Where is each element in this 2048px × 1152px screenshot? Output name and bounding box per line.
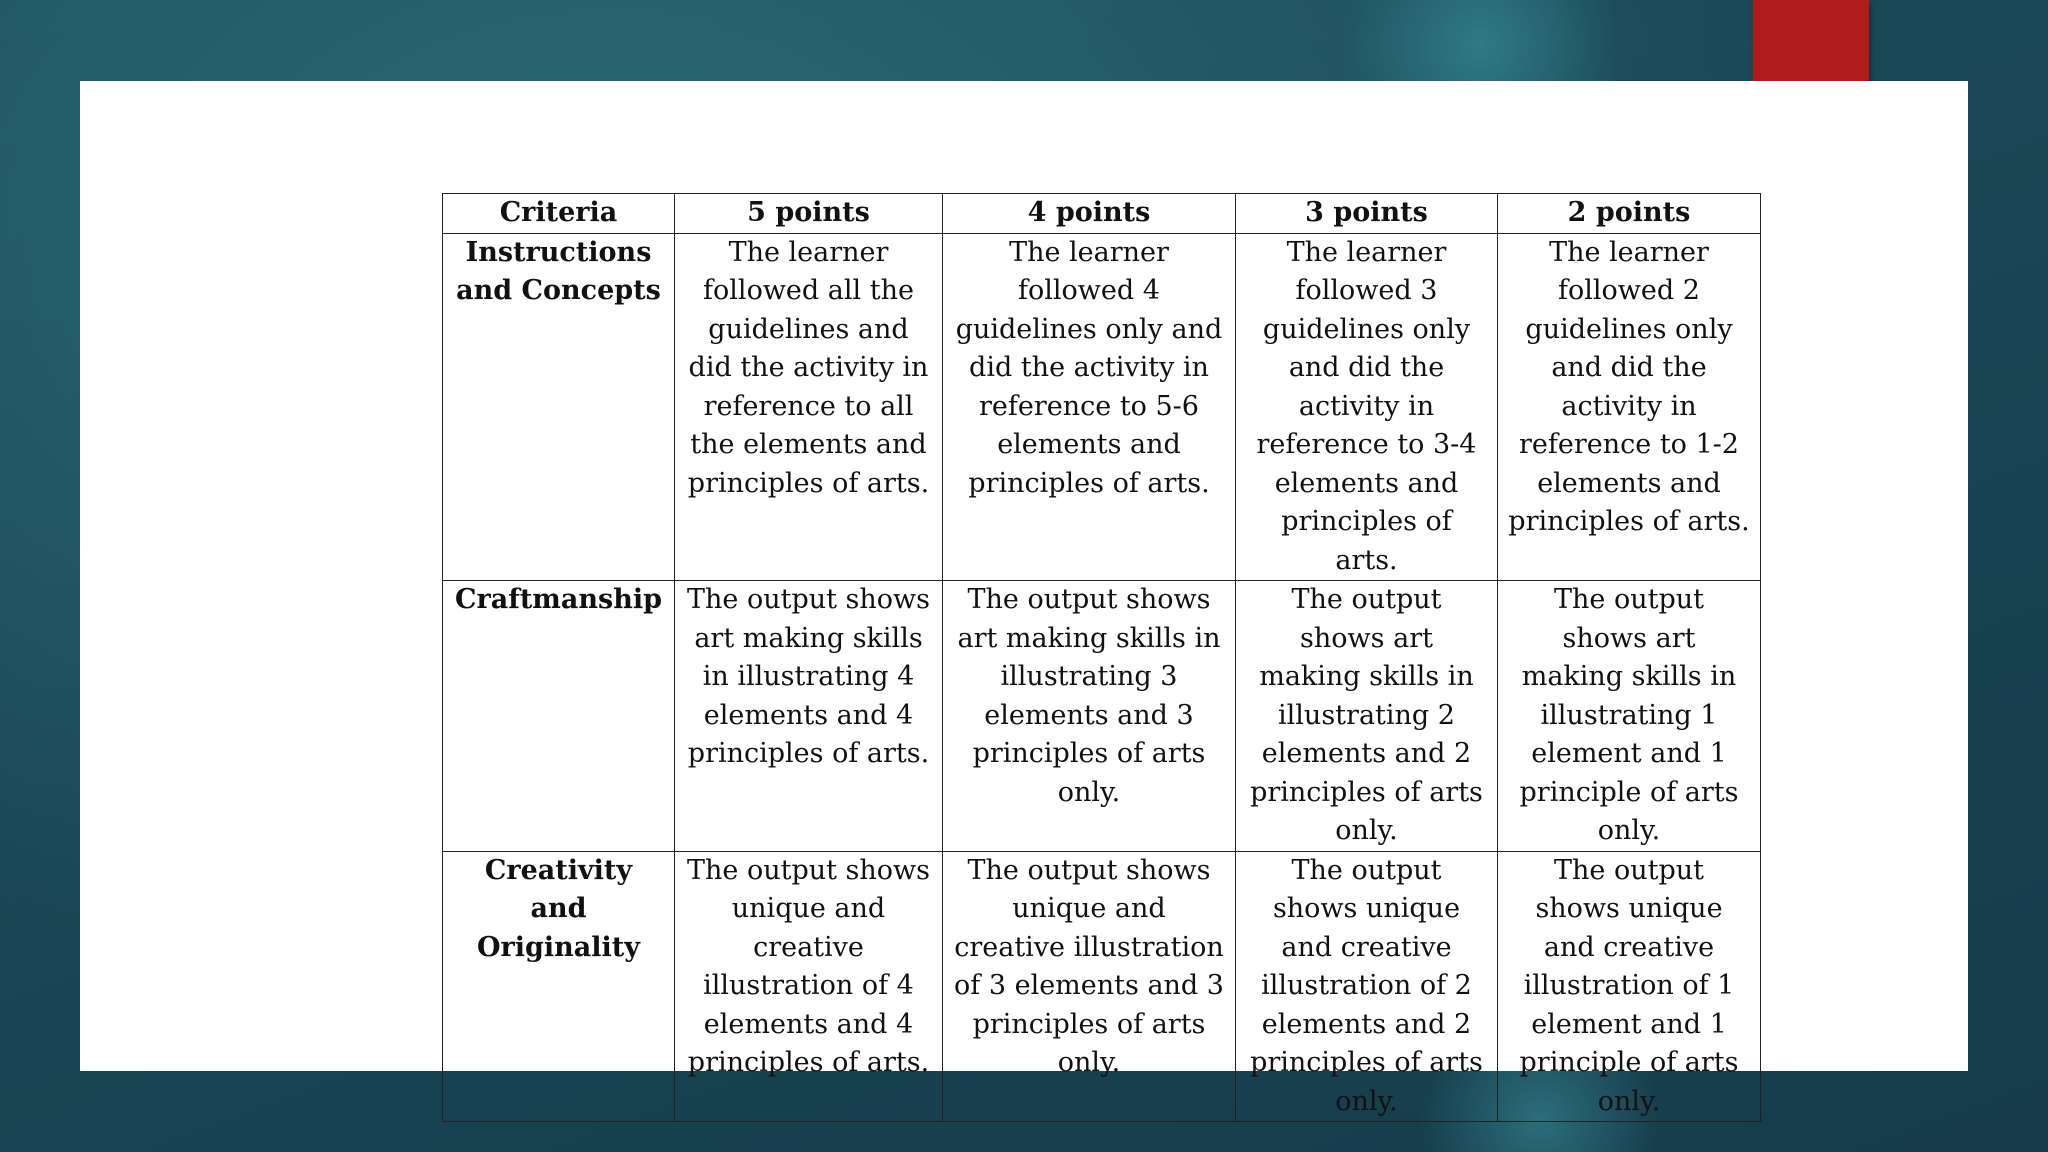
cell-5-points: The learner followed all the guidelines and did the activity in reference to all the elements and principles of arts. [675, 233, 943, 581]
cell-3-points: The output shows art making skills in illustrating 2 elements and 2 principles of arts only. [1236, 581, 1498, 852]
rubric-header-row [443, 194, 1761, 234]
cell-3-points: The learner followed 3 guidelines only and did the activity in reference to 3-4 elements and principles of arts. [1236, 233, 1498, 581]
table-row [443, 851, 1761, 1122]
cell-5-points: The output shows art making skills in illustrating 4 elements and 4 principles of arts. [675, 581, 943, 852]
cell-4-points: The output shows unique and creative illustration of 3 elements and 3 principles of arts only. [943, 851, 1236, 1122]
table-row [443, 581, 1761, 852]
cell-2-points: The output shows art making skills in illustrating 1 element and 1 principle of arts only. [1498, 581, 1761, 852]
header-3-points: 3 points [1236, 194, 1498, 234]
header-criteria: Criteria [443, 194, 675, 234]
cell-2-points: The output shows unique and creative illustration of 1 element and 1 principle of arts only. [1498, 851, 1761, 1122]
criteria-cell: Instructions and Concepts [443, 233, 675, 581]
header-5-points: 5 points [675, 194, 943, 234]
criteria-cell: Craftmanship [443, 581, 675, 852]
rubric-table [442, 193, 1761, 1122]
cell-2-points: The learner followed 2 guidelines only and did the activity in reference to 1-2 elements and principles of arts. [1498, 233, 1761, 581]
cell-4-points: The learner followed 4 guidelines only and did the activity in reference to 5-6 elements and principles of arts. [943, 233, 1236, 581]
cell-3-points: The output shows unique and creative illustration of 2 elements and 2 principles of arts only. [1236, 851, 1498, 1122]
header-2-points: 2 points [1498, 194, 1761, 234]
header-4-points: 4 points [943, 194, 1236, 234]
cell-5-points: The output shows unique and creative illustration of 4 elements and 4 principles of arts. [675, 851, 943, 1122]
table-row [443, 233, 1761, 581]
slide-content-panel [80, 81, 1968, 1117]
criteria-cell: Creativity and Originality [443, 851, 675, 1122]
cell-4-points: The output shows art making skills in illustrating 3 elements and 3 principles of arts only. [943, 581, 1236, 852]
